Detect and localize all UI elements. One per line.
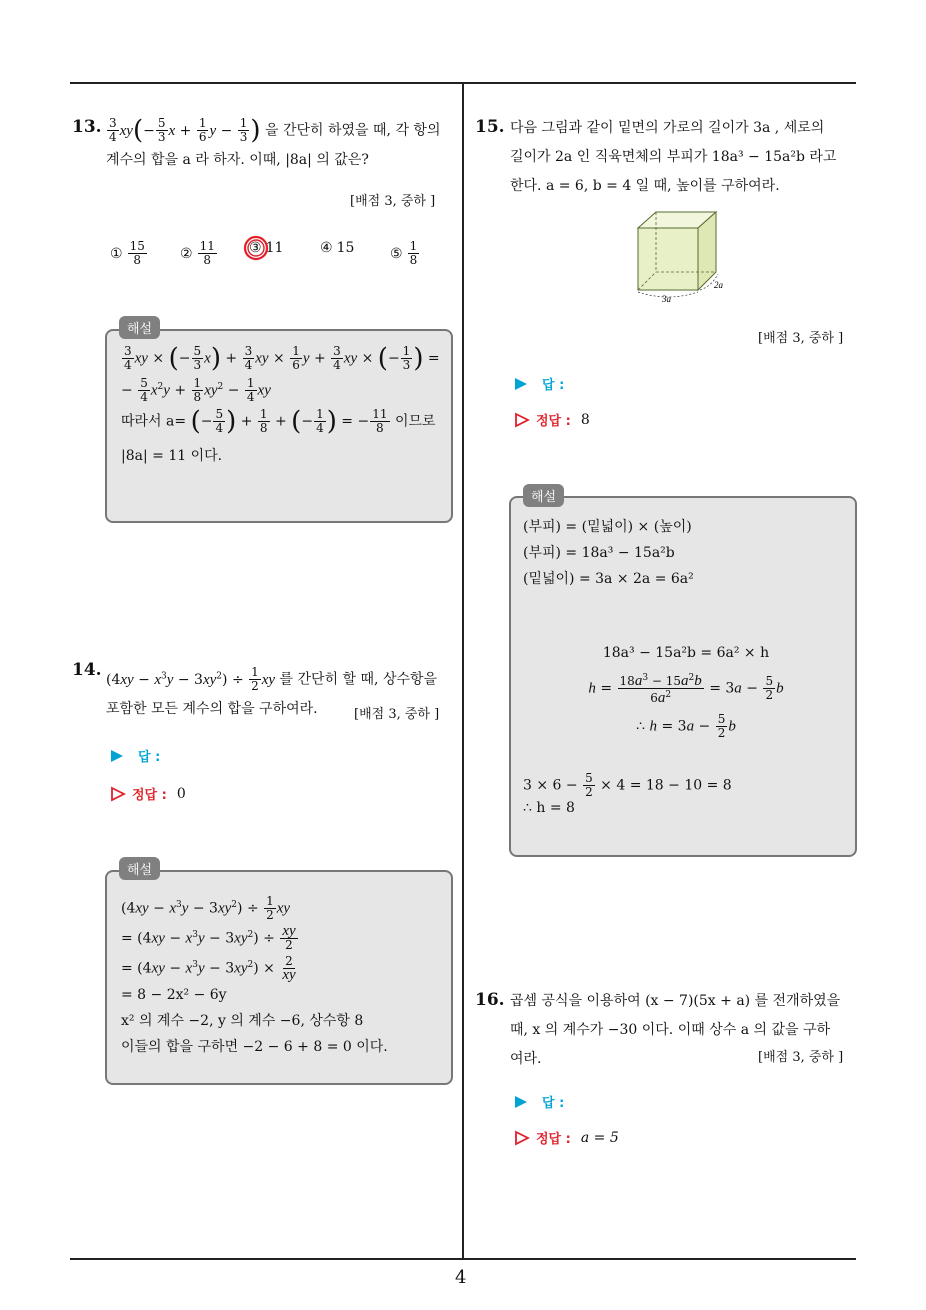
q16-answer-row[interactable] [514,1092,564,1111]
choice-2[interactable] [180,240,218,267]
choice-5-mark: ⑤ [390,245,403,262]
page-number: 4 [455,1267,467,1288]
q15-answer-row[interactable] [514,374,564,393]
selected-circle-icon [242,234,270,262]
q15-solution-line5: h = $\frac{18a^3 - 15a^2b}{6a^2}$ = 3a − $\frac{5}{2}$ b [588,673,784,706]
q13-solution-line3: 따라서 a= (− $\frac{5}{4}$ ) + $\frac{1}{8}$ + (− $\frac{1}{4}$ ) = − $\frac{11}{8}$ 이므로 [121,406,436,437]
q14-solution-body [121,892,447,1060]
q13-solution-box [105,329,453,523]
q14-correct-row [110,784,186,803]
q14-solution-box [105,870,453,1085]
q14-solution-tag: 해설 [119,857,160,880]
q15-solution-line-calc: 3 × 6 − $\frac{5}{2}$ × 4 = 18 − 10 = 8 [523,771,732,799]
q15-solution-line1: (부피) = (밑넓이) × (높이) [523,519,692,535]
q15-solution-line2: (부피) = 18a³ − 15a²b [523,545,675,561]
q16-text-line3: 여라. [510,1051,542,1067]
q16-correct-row [514,1128,619,1147]
figure-depth-label: 2a [714,280,723,290]
choice-5-den: 8 [409,253,418,267]
choice-4-value: 15 [336,240,355,256]
q13-text-line2: 계수의 합을 a 라 하자. 이때, |8a| 의 값은? [106,151,369,168]
choice-1-den: 8 [133,253,142,267]
q14-solution-line5: x² 의 계수 −2, y 의 계수 −6, 상수항 8 [121,1013,364,1030]
play-arrow-icon [514,377,528,391]
cuboid-figure [626,206,766,306]
q15-text-line1: 다음 그림과 같이 밑면의 가로의 길이가 3a , 세로의 [510,120,825,136]
q14-solution-line3: = $(4xy - x^3y - 3xy^2)$ × $\frac{2}{xy}$ [121,954,296,984]
choice-2-den: 8 [203,253,212,267]
question-15-meta: [배점 3, 중하 ] [758,331,844,346]
q15-text-line3: 한다. a = 6, b = 4 일 때, 높이를 구하여라. [510,178,780,194]
q14-solution-line4: = 8 − 2x² − 6y [121,987,227,1004]
q14-text-part1: 를 간단히 할 때, 상수항을 [279,671,438,688]
q13-text-part1: 을 간단히 하였을 때, 각 항의 [265,122,441,139]
q14-correct-value: 0 [176,785,186,802]
q15-correct-value: 8 [580,411,590,428]
q14-answer-row[interactable] [110,746,160,765]
q16-answer-label: 답 : [542,1096,565,1111]
choice-1[interactable] [110,240,148,267]
q13-solution-line3-prefix: 따라서 a= [121,413,187,430]
q16-text-line2: 때, x 의 계수가 −30 이다. 이때 상수 a 의 값을 구하 [510,1022,831,1038]
choice-2-num: 11 [199,239,215,253]
outline-arrow-icon [514,1130,530,1146]
q14-solution-line6: 이들의 합을 구하면 −2 − 6 + 8 = 0 이다. [121,1039,388,1056]
choice-3[interactable] [249,240,283,256]
q13-solution-body [121,345,447,469]
outline-arrow-icon [110,786,126,802]
bottom-rule [70,1258,856,1260]
q14-correct-label: 정답 : [132,788,167,803]
q15-solution-tag: 해설 [523,484,564,507]
q14-expression: $(4xy - x^3y - 3xy^2)$ ÷ $\frac{1}{2}$ xy [106,665,276,694]
question-13-text [106,116,458,175]
q14-solution-line1: $(4xy - x^3y - 3xy^2)$ ÷ $\frac{1}{2}$ xy [121,894,291,923]
q13-solution-line4: |8a| = 11 이다. [121,448,223,465]
q15-solution-body [523,514,849,821]
choice-3-mark-wrap [249,240,262,256]
q16-correct-label: 정답 : [536,1132,571,1147]
choice-2-mark: ② [180,245,193,262]
q15-correct-label: 정답 : [536,414,571,429]
choice-1-num: 15 [129,239,145,253]
q14-solution-line2: = $(4xy - x^3y - 3xy^2)$ ÷ $\frac{xy}{2}$ [121,923,296,953]
q13-solution-line1: $\frac{3}{4}$ xy × (− $\frac{5}{3}$ x) + $\frac{3}{4}$ xy × $\frac{1}{6}$ y + $\frac{3}{4}$ xy × (− $\frac{1}{3}$ ) = [124,343,440,374]
q15-solution-line6: ∴ h = 3a − $\frac{5}{2}$ b [636,712,736,740]
q13-solution-line2: − $\frac{5}{4}$ $x^2y$ + $\frac{1}{8}$ $xy^2$ − $\frac{1}{4}$ xy [121,376,271,405]
q15-solution-line3: (밑넓이) = 3a × 2a = 6a² [523,571,694,587]
q15-solution-box [509,496,857,857]
choice-4-mark: ④ [320,240,333,256]
question-15-text [510,114,860,201]
q13-solution-tag: 해설 [119,316,160,339]
play-arrow-icon [514,1095,528,1109]
question-16-meta: [배점 3, 중하 ] [758,1050,844,1065]
question-16-number: 16. [475,990,505,1010]
choice-3-mark: ③ [249,240,262,256]
q13-expression: $\frac{3}{4}$ xy(− $\frac{5}{3}$ x + $\frac{1}{6}$ y − $\frac{1}{3}$ ) [109,115,261,145]
choice-5[interactable] [390,240,420,267]
q15-text-line2: 길이가 2a 인 직육면체의 부피가 18a³ − 15a²b 라고 [510,149,837,165]
play-arrow-icon [110,749,124,763]
choice-3-value: 11 [265,240,284,256]
q14-answer-label: 답 : [138,750,161,765]
question-15-number: 15. [475,117,505,137]
question-13-number: 13. [72,117,102,137]
question-13-meta: [배점 3, 중하 ] [350,194,436,209]
choice-4[interactable] [320,240,354,256]
column-divider [462,82,464,1260]
question-14-meta: [배점 3, 중하 ] [354,707,440,722]
q13-solution-line3-suffix: 이므로 [394,413,436,430]
q15-answer-label: 답 : [542,378,565,393]
outline-arrow-icon [514,412,530,428]
q16-correct-value: a = 5 [580,1129,619,1146]
q14-text-line2: 포함한 모든 계수의 합을 구하여라. [106,700,318,717]
q15-correct-row [514,410,590,429]
question-14-number: 14. [72,660,102,680]
q16-text-line1: 곱셈 공식을 이용하여 (x − 7)(5x + a) 를 전개하였을 [510,993,841,1009]
q15-solution-line7: ∴ h = 8 [523,800,575,816]
figure-width-label: 3a [662,294,671,304]
choice-5-num: 1 [409,239,418,253]
q15-solution-line4: 18a³ − 15a²b = 6a² × h [602,645,770,661]
choice-1-mark: ① [110,245,123,262]
